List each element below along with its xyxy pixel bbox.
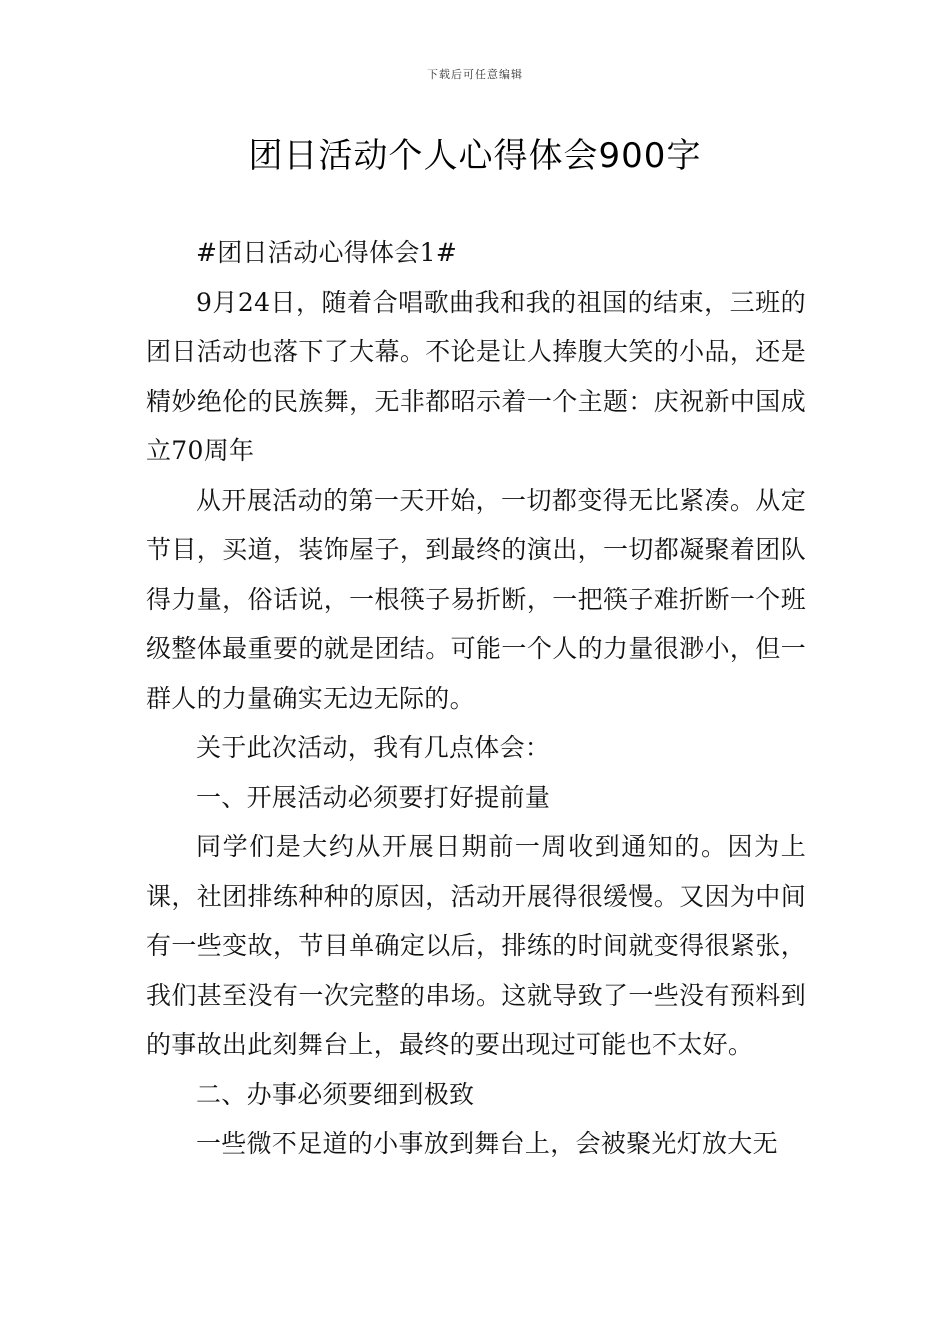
paragraph-point-one-heading: 一、开展活动必须要打好提前量 — [196, 782, 551, 812]
paragraph-teamwork: 从开展活动的第一天开始，一切都变得无比紧凑。从定节目，买道，装饰屋子，到最终的演出，一切都凝聚着团队得力量，俗话说，一根筷子易折断，一把筷子难折断一个班级整体最重要的就是团结。可能一个人的力量很渺小，但一群人的力量确实无边无际的。 — [146, 485, 806, 713]
paragraph-point-two-heading: 二、办事必须要细到极致 — [196, 1079, 475, 1109]
paragraph-intro: 9月24日，随着合唱歌曲我和我的祖国的结束，三班的团日活动也落下了大幕。不论是让人捧腹大笑的小品，还是精妙绝伦的民族舞，无非都昭示着一个主题：庆祝新中国成立70周年 — [146, 287, 806, 465]
page-title: 团日活动个人心得体会900字 — [248, 136, 702, 176]
paragraph-reflection-lead: 关于此次活动，我有几点体会： — [196, 733, 551, 762]
paragraph-point-two-body: 一些微不足道的小事放到舞台上，会被聚光灯放大无 — [196, 1129, 778, 1158]
paragraph-point-one-body: 同学们是大约从开展日期前一周收到通知的。因为上课，社团排练种种的原因，活动开展得很缓慢。又因为中间有一些变故，节目单确定以后，排练的时间就变得很紧张，我们甚至没有一次完整的串场。这就导致了一些没有预料到的事故出此刻舞台上，最终的要出现过可能也不太好。 — [146, 832, 806, 1059]
header-note: 下载后可任意编辑 — [427, 68, 523, 81]
paragraph-section-heading: #团日活动心得体会1# — [196, 238, 458, 267]
document-body — [146, 228, 806, 1169]
